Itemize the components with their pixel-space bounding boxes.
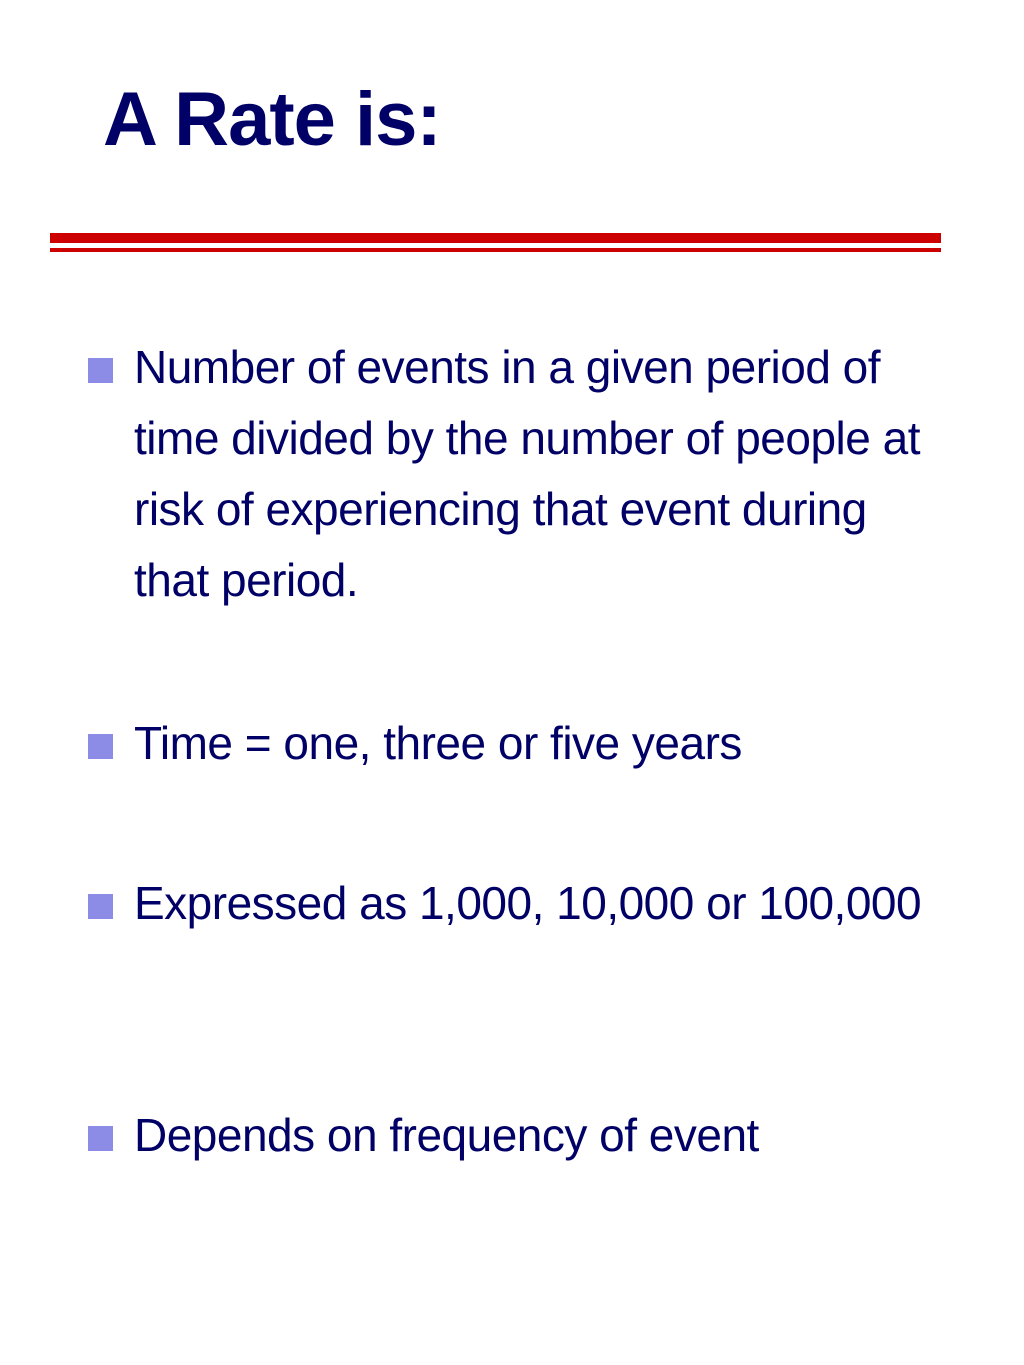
bullet-text: Expressed as 1,000, 10,000 or 100,000 [134,877,922,929]
square-bullet-icon [88,358,113,383]
slide-title: A Rate is: [103,77,441,162]
bullet-item-rate-definition [88,332,948,616]
bullet-text: Time = one, three or five years [134,717,742,769]
square-bullet-icon [88,1126,113,1151]
bullet-item-time [88,708,948,779]
square-bullet-icon [88,734,113,759]
bullet-text: Number of events in a given period of time divided by the number of people at risk of experiencing that event during that period. [134,341,920,606]
square-bullet-icon [88,894,113,919]
bullet-item-depends-on [88,1100,948,1171]
bullet-text: Depends on frequency of event [134,1109,759,1161]
bullet-item-expressed-as [88,868,948,939]
